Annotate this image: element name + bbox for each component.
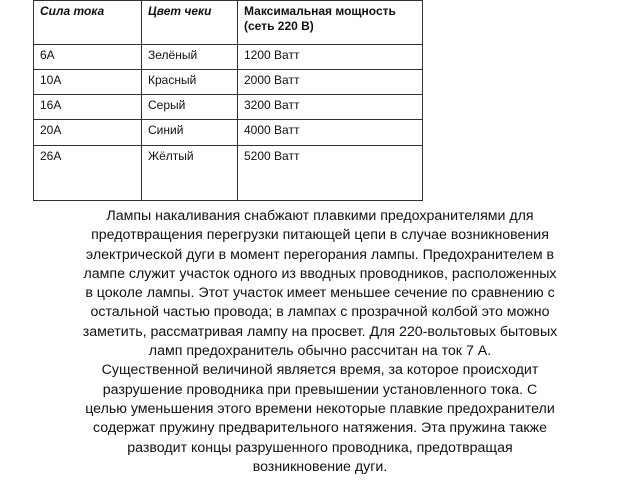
table-row — [34, 146, 423, 201]
table-row — [34, 45, 423, 70]
cell-color: Синий — [142, 120, 238, 146]
cell-color: Жёлтый — [142, 146, 238, 201]
cell-power: 2000 Ватт — [238, 70, 423, 95]
description-line: Существенной величиной является время, за которое происходит — [101, 362, 539, 379]
description-line: целью уменьшения этого времени некоторые плавкие предохранители — [85, 400, 555, 417]
fuse-rating-table — [33, 0, 423, 201]
header-current: Сила тока — [34, 1, 142, 45]
description-line: содержат пружину предварительного натяжения. Эта пружина также — [93, 420, 547, 437]
header-max-power: Максимальная мощность (сеть 220 В) — [238, 1, 423, 45]
cell-current: 26А — [34, 146, 142, 201]
table-row — [34, 120, 423, 146]
description-line: заметить, рассматривая лампу на просвет. Для 220-вольтовых бытовых — [82, 323, 558, 340]
cell-color: Серый — [142, 95, 238, 120]
description-line: предотвращения перегрузки питающей цепи в случае возникновения — [91, 227, 549, 244]
cell-current: 10А — [34, 70, 142, 95]
cell-current: 16А — [34, 95, 142, 120]
table-row — [34, 95, 423, 120]
header-color: Цвет чеки — [142, 1, 238, 45]
cell-current: 6А — [34, 45, 142, 70]
description-line: лампе служит участок одного из вводных проводников, расположенных — [83, 265, 557, 282]
description-line: ламп предохранитель обычно рассчитан на ток 7 А. — [148, 343, 492, 360]
cell-current: 20А — [34, 120, 142, 146]
description-line: разводит концы разрушенного проводника, предотвращая — [127, 439, 513, 456]
description-line: Лампы накаливания снабжают плавкими предохранителями для — [106, 208, 534, 224]
cell-power: 4000 Ватт — [238, 120, 423, 146]
table-header-row — [34, 1, 423, 45]
cell-power: 1200 Ватт — [238, 45, 423, 70]
description-line: разрушение проводника при превышении установленного тока. С — [102, 381, 538, 398]
description-line: в цоколе лампы. Этот участок имеет меньшее сечение по сравнению с — [85, 285, 555, 302]
cell-power: 3200 Ватт — [238, 95, 423, 120]
cell-color: Красный — [142, 70, 238, 95]
description-line: электрической дуги в момент перегорания лампы. Предохранителем в — [85, 246, 555, 263]
table-row — [34, 70, 423, 95]
cell-power: 5200 Ватт — [238, 146, 423, 201]
description-paragraph — [2, 207, 638, 477]
description-line: возникновение дуги. — [252, 458, 388, 475]
cell-color: Зелёный — [142, 45, 238, 70]
description-line: остальной частью провода; в лампах с прозрачной колбой это можно — [90, 304, 550, 321]
